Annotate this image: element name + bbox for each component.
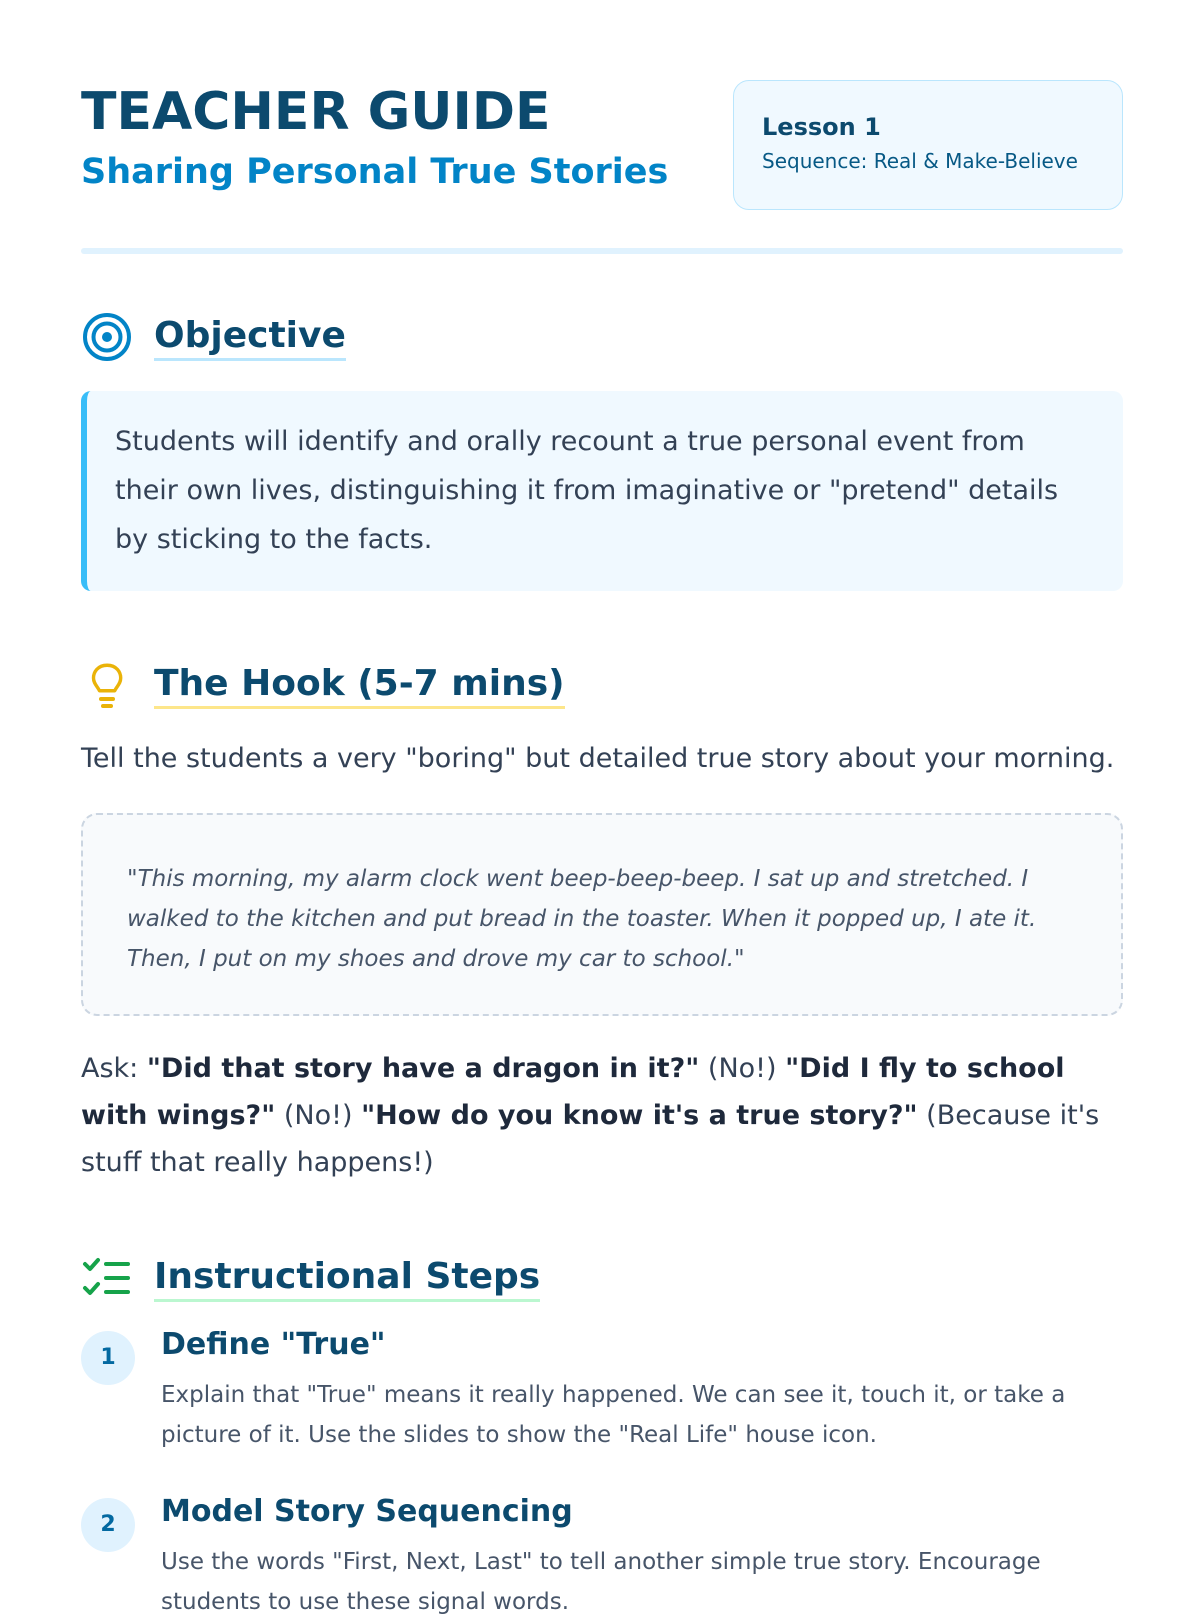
objective-box: Students will identify and orally recount a true personal event from their own lives, distinguishing it from imaginative or "pretend" details by sticking to the facts.: [81, 391, 1123, 591]
objective-heading-row: [81, 311, 1123, 363]
target-icon: [81, 311, 133, 363]
answer-1: (No!): [699, 1053, 786, 1084]
header: [81, 80, 1123, 210]
hook-intro: Tell the students a very "boring" but detailed true story about your morning.: [81, 743, 1115, 774]
lesson-number: Lesson 1: [762, 113, 881, 141]
lightbulb-icon: [81, 659, 133, 711]
step-title: Model Story Sequencing: [161, 1494, 573, 1529]
lesson-info-card: [733, 80, 1123, 210]
story-quote: "This morning, my alarm clock went beep-beep-beep. I sat up and stretched. I walked to the kitchen and put bread in the toaster. When it popped up, I ate it. Then, I put on my shoes and drove my car to school.": [81, 813, 1123, 1016]
objective-heading: Objective: [154, 315, 346, 361]
step-number-badge: 2: [81, 1498, 135, 1552]
page-title: TEACHER GUIDE: [81, 82, 551, 142]
lesson-sequence: Sequence: Real & Make-Believe: [762, 149, 1078, 173]
step-description: Use the words "First, Next, Last" to tell another simple true story. Encourage students to use these signal words.: [161, 1549, 1041, 1615]
answer-2: (No!): [275, 1100, 362, 1131]
page-subtitle: Sharing Personal True Stories: [81, 152, 669, 192]
hook-questions: [81, 1045, 1123, 1186]
step-title: Define "True": [161, 1327, 386, 1362]
question-2: "Did I fly to school with wings?": [81, 1053, 1065, 1131]
step-number-badge: 1: [81, 1331, 135, 1385]
question-3: "How do you know it's a true story?": [361, 1100, 918, 1131]
steps-heading-row: [81, 1252, 1123, 1304]
header-divider: [81, 248, 1123, 254]
step-description: Explain that "True" means it really happened. We can see it, touch it, or take a picture of it. Use the slides to show the "Real Life" house icon.: [161, 1382, 1066, 1448]
ask-label: Ask:: [81, 1053, 147, 1084]
checklist-icon: [81, 1252, 133, 1304]
question-1: "Did that story have a dragon in it?": [146, 1053, 700, 1084]
answer-3: (Because it's stuff that really happens!): [81, 1100, 1100, 1178]
steps-heading: Instructional Steps: [154, 1256, 540, 1302]
hook-heading-row: [81, 659, 1123, 711]
hook-heading: The Hook (5-7 mins): [154, 663, 565, 709]
teacher-guide-page: [81, 0, 1123, 1615]
